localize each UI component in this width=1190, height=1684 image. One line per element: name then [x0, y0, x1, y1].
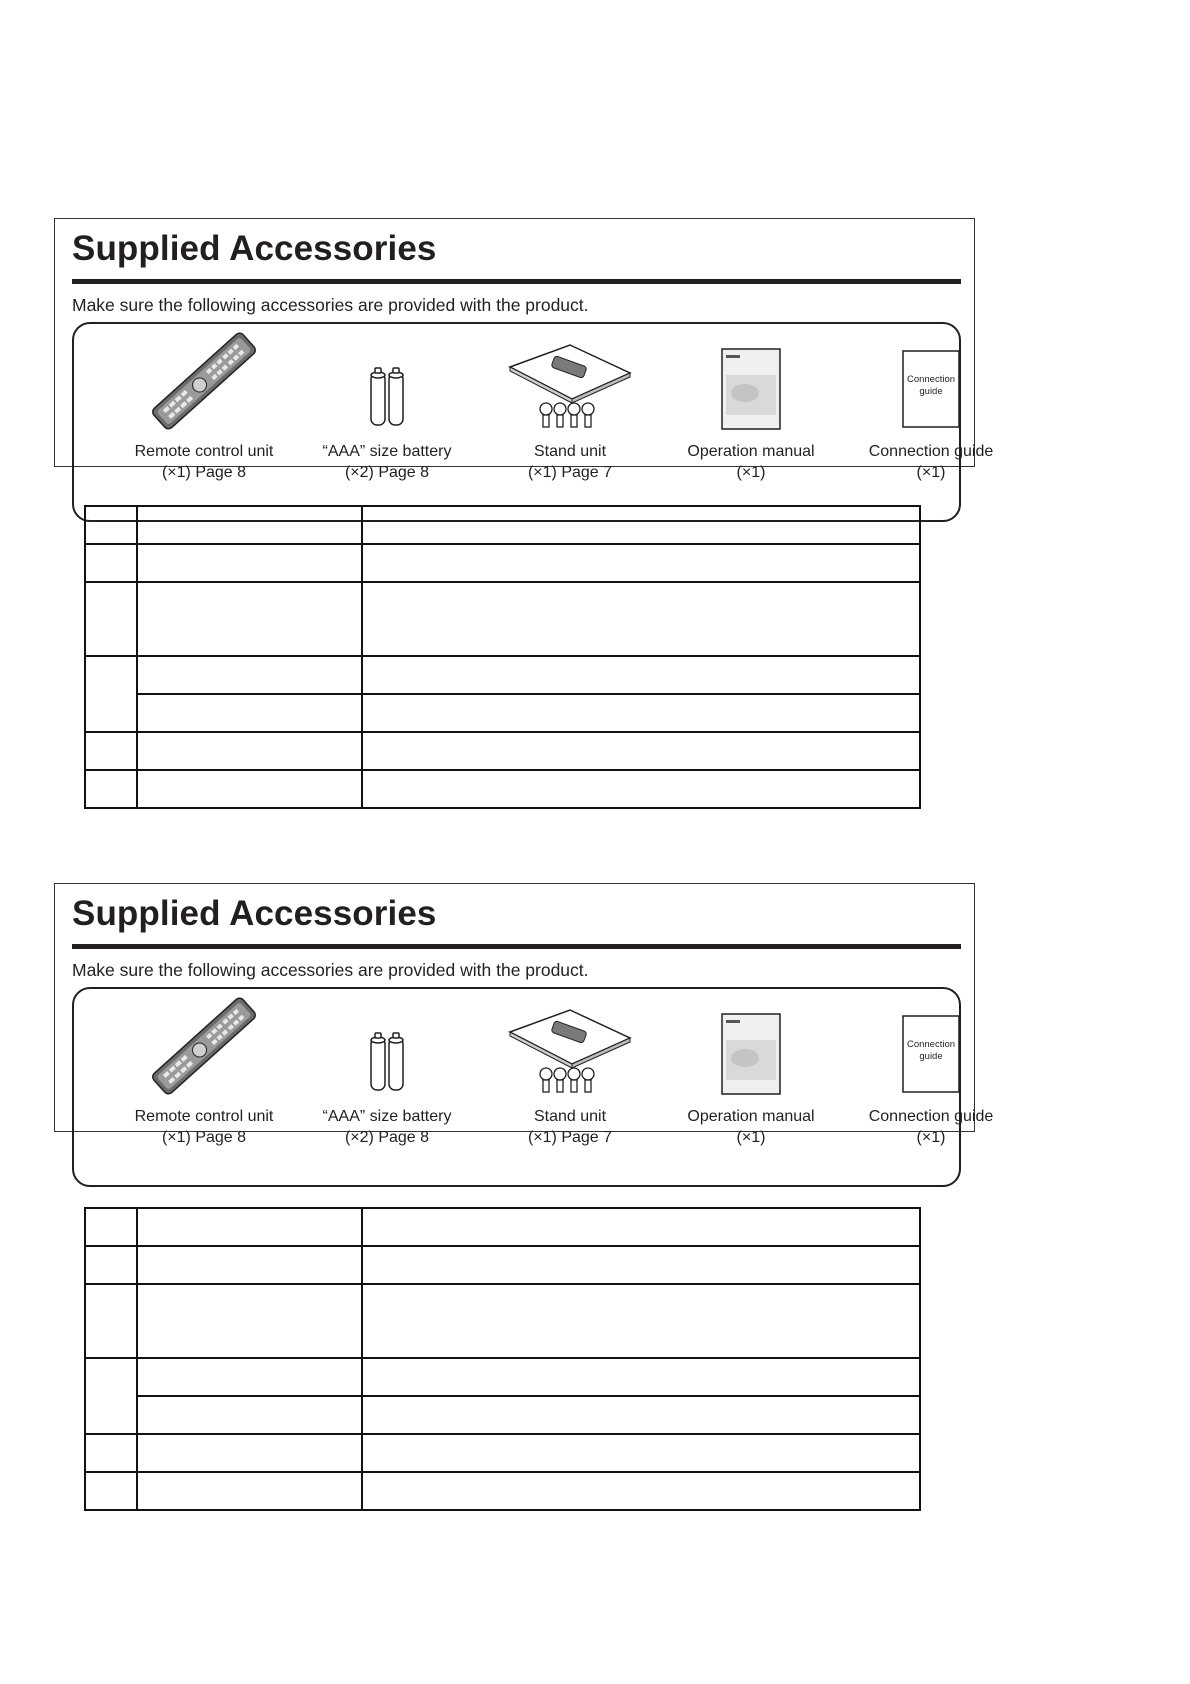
accessory-qty: (×1): [736, 464, 766, 481]
operation-manual-icon: [661, 327, 841, 435]
blank-table-1: [84, 505, 921, 809]
accessory-qty: (×1): [916, 464, 946, 481]
accessory-stand: [480, 327, 660, 487]
battery-icon: [297, 327, 477, 435]
accessory-qty: (×1): [916, 1129, 946, 1146]
connection-guide-icon: [841, 992, 1021, 1100]
table-row: [85, 1284, 920, 1358]
table-row: [85, 582, 920, 656]
accessory-stand: [480, 992, 660, 1152]
table-row: [85, 1434, 920, 1472]
section-title: Supplied Accessories: [72, 229, 437, 268]
title-rule: [72, 944, 961, 949]
table-row: [85, 770, 920, 808]
accessory-name: Remote control unit: [134, 443, 274, 460]
accessories-snippet-2: [54, 883, 994, 1146]
accessory-qty: (×1) Page 8: [161, 1129, 247, 1146]
stand-unit-icon: [480, 327, 660, 435]
title-rule: [72, 279, 961, 284]
accessory-manual: [661, 992, 841, 1152]
accessory-name: Stand unit: [533, 443, 607, 460]
accessory-battery: [297, 992, 477, 1152]
accessory-name: Connection guide: [868, 1108, 994, 1125]
guide-cover-text: Connection guide: [906, 1039, 956, 1062]
blank-table-2: [84, 1207, 921, 1511]
guide-cover-text: Connection guide: [906, 374, 956, 397]
accessory-manual: [661, 327, 841, 487]
accessory-name: Stand unit: [533, 1108, 607, 1125]
accessory-qty: (×2) Page 8: [344, 464, 430, 481]
table-row: [85, 506, 920, 544]
intro-text: Make sure the following accessories are provided with the product.: [72, 960, 589, 980]
table-row: [85, 694, 920, 732]
accessory-name: “AAA” size battery: [322, 1108, 452, 1125]
accessory-remote: [114, 992, 294, 1152]
accessory-name: Operation manual: [687, 1108, 815, 1125]
accessory-connection-guide: [841, 992, 1021, 1152]
accessory-qty: (×1) Page 7: [527, 464, 613, 481]
table-row: [85, 732, 920, 770]
accessory-remote: [114, 327, 294, 487]
operation-manual-icon: [661, 992, 841, 1100]
accessory-connection-guide: [841, 327, 1021, 487]
battery-icon: [297, 992, 477, 1100]
accessory-battery: [297, 327, 477, 487]
accessory-qty: (×2) Page 8: [344, 1129, 430, 1146]
intro-text: Make sure the following accessories are provided with the product.: [72, 295, 589, 315]
accessory-qty: (×1) Page 7: [527, 1129, 613, 1146]
table-row: [85, 656, 920, 694]
accessory-qty: (×1): [736, 1129, 766, 1146]
table-row: [85, 1208, 920, 1246]
table-row: [85, 1358, 920, 1396]
accessory-name: Connection guide: [868, 443, 994, 460]
connection-guide-icon: [841, 327, 1021, 435]
remote-control-icon: [114, 992, 294, 1100]
accessories-snippet-1: [54, 218, 994, 481]
accessory-qty: (×1) Page 8: [161, 464, 247, 481]
accessory-name: Operation manual: [687, 443, 815, 460]
accessory-name: “AAA” size battery: [322, 443, 452, 460]
table-row: [85, 1472, 920, 1510]
table-row: [85, 544, 920, 582]
table-row: [85, 1246, 920, 1284]
accessory-name: Remote control unit: [134, 1108, 274, 1125]
section-title: Supplied Accessories: [72, 894, 437, 933]
table-row: [85, 1396, 920, 1434]
stand-unit-icon: [480, 992, 660, 1100]
remote-control-icon: [114, 327, 294, 435]
